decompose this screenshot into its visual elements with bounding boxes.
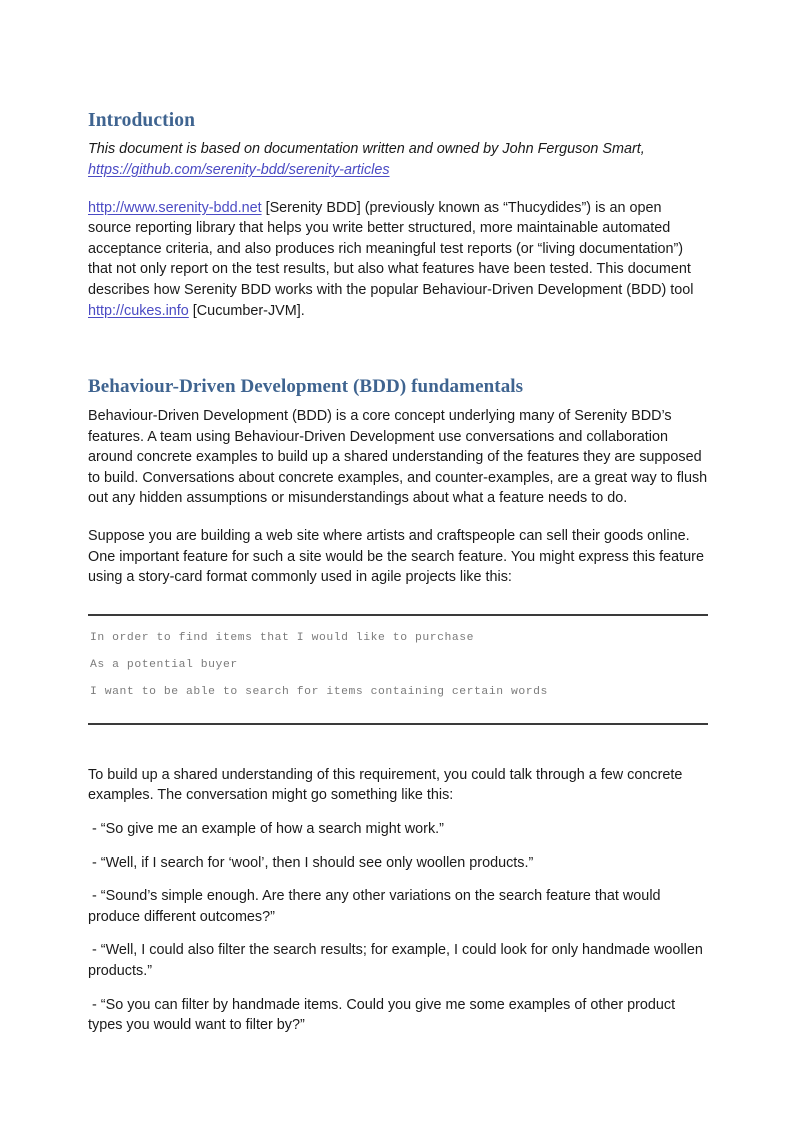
document-content <box>88 110 708 1036</box>
bdd-paragraph-1: Behaviour-Driven Development (BDD) is a core concept underlying many of Serenity BDD’s features. A team using Behaviour-Driven Development use conversations and collaboration around concrete examples to build up a shared understanding of the features they are supposed to build. Conversations about concrete examples, and counter-examples, are a great way to flush out any hidden assumptions or misunderstandings about what a feature needs to do. <box>88 408 708 507</box>
section-heading-bdd-fundamentals: Behaviour-Driven Development (BDD) fundamentals <box>88 376 524 398</box>
dialogue-dash: - <box>88 942 101 959</box>
code-line: I want to be able to search for items containing certain words <box>90 685 548 698</box>
list-item <box>88 819 708 840</box>
code-line: As a potential buyer <box>90 658 238 671</box>
cukes-info-link[interactable]: http://cukes.info <box>88 302 189 319</box>
dialogue-text: “So give me an example of how a search might work.” <box>100 820 444 837</box>
spacer <box>88 712 708 723</box>
list-item <box>88 886 708 927</box>
subtitle-text: This document is based on documentation written and owned by John Ferguson Smart, <box>88 141 645 158</box>
list-item <box>88 940 708 981</box>
intro-paragraph-part-2: [Cucumber-JVM]. <box>188 302 305 319</box>
spacer <box>88 321 708 376</box>
story-card-code-block <box>88 614 708 725</box>
serenity-bdd-net-link[interactable]: http://www.serenity-bdd.net <box>88 199 262 216</box>
dialogue-text: “Sound’s simple enough. Are there any other variations on the search feature that would produce different outcomes?” <box>88 888 661 925</box>
dialogue-dash: - <box>88 854 101 871</box>
dialogue-dash: - <box>88 820 101 837</box>
serenity-articles-link[interactable]: https://github.com/serenity-bdd/serenity-articles <box>88 162 390 179</box>
list-item <box>88 853 708 874</box>
code-line: In order to find items that I would like to purchase <box>90 631 475 644</box>
spacer <box>88 725 708 765</box>
intro-paragraph <box>88 198 708 322</box>
spacer <box>88 806 708 819</box>
bdd-paragraph-2: Suppose you are building a web site where artists and craftspeople can sell their goods online. One important feature for such a site would be the search feature. You might express this feature using a story-card format commonly used in agile projects like this: <box>88 527 704 586</box>
document-subtitle <box>88 139 708 180</box>
spacer <box>88 181 708 198</box>
dialogue-dash: - <box>88 996 101 1013</box>
dialogue-text: “Well, I could also filter the search results; for example, I could look for only handmade woollen products.” <box>88 942 703 979</box>
conversation-list <box>88 819 708 1036</box>
page-title: Introduction <box>88 110 196 131</box>
bdd-paragraph-3: To build up a shared understanding of this requirement, you could talk through a few concrete examples. The conversation might go something like this: <box>88 766 683 804</box>
intro-paragraph-part-1: [Serenity BDD] (previously known as “Thucydides”) is an open source reporting library that helps you write better structured, more maintainable automated acceptance criteria, and also produces rich meaningful test reports (or “living documentation”) that not only report on the test results, but also what features have been tested. This document describes how Serenity BDD works with the popular Behaviour-Driven Development (BDD) tool <box>88 199 694 298</box>
dialogue-text: “So you can filter by handmade items. Could you give me some examples of other product types you would want to filter by?” <box>88 996 676 1034</box>
spacer <box>88 509 708 526</box>
dialogue-dash: - <box>88 888 101 905</box>
list-item <box>88 995 708 1036</box>
spacer <box>88 588 708 614</box>
spacer <box>88 616 708 631</box>
dialogue-text: “Well, if I search for ‘wool’, then I should see only woollen products.” <box>100 854 534 871</box>
